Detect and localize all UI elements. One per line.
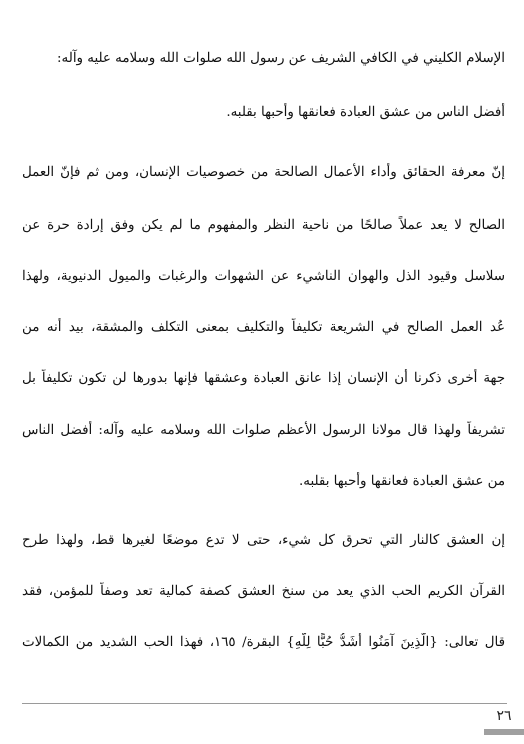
text-line-4: الصالح لا يعد عملاً صالحًا من ناحية النظر والمفهوم ما لم يكن وفق إرادة حرة عن — [22, 218, 505, 233]
text-line-10: إن العشق كالنار التي تحرق كل شيء، حتى لا تدع موضعًا لغيرها قط، ولهذا طرح — [22, 533, 505, 548]
text-line-3: إنّ معرفة الحقائق وأداء الأعمال الصالحة من خصوصيات الإنسان، ومن ثم فإنّ العمل — [22, 165, 505, 180]
page-number-strip — [484, 729, 524, 735]
text-line-5: سلاسل وقيود الذل والهوان الناشيء عن الشهوات والرغبات والميول الدنيوية، ولهذا — [22, 269, 505, 284]
text-line-8: تشريفاً ولهذا قال مولانا الرسول الأعظم صلوات الله وسلامه عليه وآله: أفضل الناس — [22, 423, 505, 438]
text-line-11: القرآن الكريم الحب الذي يعد من سنخ العشق كصفة كمالية تعد وصفاً للمؤمن، فقد — [22, 584, 505, 599]
text-line-1: الإسلام الكليني في الكافي الشريف عن رسول الله صلوات الله وسلامه عليه وآله: — [57, 51, 505, 66]
text-line-6: عُد العمل الصالح في الشريعة تكليفاً والتكليف بمعنى التكلف والمشقة، بيد أنه من — [22, 320, 505, 335]
text-line-2: أفضل الناس من عشق العبادة فعانقها وأحبها بقلبه. — [226, 105, 505, 120]
text-line-7: جهة أخرى ذكرنا أن الإنسان إذا عانق العبادة وعشقها فإنها بدورها لن تكون تكليفاً بل — [22, 371, 505, 386]
page-number: ٢٦ — [496, 708, 512, 724]
text-line-12: قال تعالى: {الَّذِينَ آمَنُوا أَشَدُّ حُبًّا لِلَّهِ} البقرة/ ١٦٥، فهذا الحب الشديد من الكمالات — [22, 635, 505, 650]
text-line-9: من عشق العبادة فعانقها وأحبها بقلبه. — [299, 474, 505, 489]
footer-rule — [22, 703, 507, 704]
